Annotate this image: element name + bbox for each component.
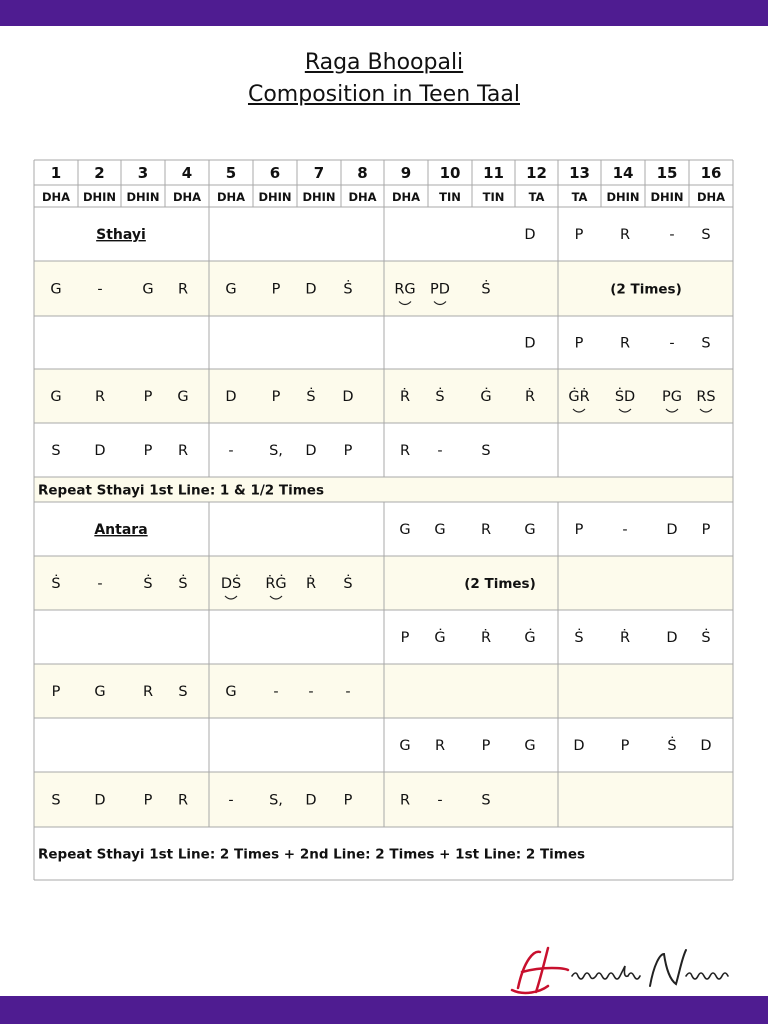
bol-label: TIN bbox=[482, 190, 505, 204]
repeat-instruction: Repeat Sthayi 1st Line: 2 Times + 2nd Line: 2 Times + 1st Line: 2 Times bbox=[38, 846, 586, 863]
swara-note: Ġ bbox=[524, 630, 536, 646]
beat-number: 11 bbox=[483, 164, 504, 182]
bol-label: DHIN bbox=[82, 190, 117, 204]
swara-note: DṠ bbox=[220, 576, 242, 592]
swara-note: R bbox=[480, 522, 492, 538]
swara-note: P bbox=[574, 335, 584, 352]
swara-note: D bbox=[666, 630, 678, 646]
swara-note: S bbox=[51, 792, 61, 809]
page-subtitle: Composition in Teen Taal bbox=[247, 82, 520, 107]
swara-note: Ṡ bbox=[343, 281, 353, 298]
bol-label: DHIN bbox=[650, 190, 684, 204]
repeat-count-note: (2 Times) bbox=[610, 281, 682, 298]
swara-note: ĠṘ bbox=[568, 389, 590, 405]
swara-note: R bbox=[619, 335, 631, 352]
swara-note: Ṡ bbox=[51, 576, 61, 592]
beat-number: 2 bbox=[94, 164, 105, 182]
swara-note: P bbox=[400, 630, 410, 646]
swara-note: S bbox=[51, 443, 61, 459]
swara-note: RG bbox=[394, 281, 416, 298]
bol-label: DHA bbox=[348, 190, 377, 204]
swara-note: D bbox=[305, 792, 317, 809]
swara-note: D bbox=[225, 389, 237, 405]
beat-number: 9 bbox=[400, 164, 412, 182]
swara-note: R bbox=[177, 281, 189, 298]
swara-note: P bbox=[343, 443, 353, 459]
swara-note: - bbox=[622, 522, 628, 538]
bol-label: DHIN bbox=[302, 190, 336, 204]
repeat-instruction: Repeat Sthayi 1st Line: 1 & 1/2 Times bbox=[38, 482, 324, 499]
swara-note: P bbox=[343, 792, 353, 809]
bol-label: TIN bbox=[439, 190, 461, 204]
swara-note: R bbox=[434, 738, 446, 754]
swara-note: Ṡ bbox=[178, 576, 188, 592]
beat-number: 1 bbox=[50, 164, 62, 182]
swara-note: G bbox=[225, 281, 237, 298]
swara-note: D bbox=[524, 335, 536, 352]
beat-number: 13 bbox=[569, 164, 590, 182]
swara-note: Ṡ bbox=[667, 738, 677, 754]
swara-note: D bbox=[305, 443, 317, 459]
beat-number: 10 bbox=[439, 164, 461, 182]
swara-note: ṠD bbox=[614, 389, 636, 405]
swara-note: G bbox=[399, 522, 411, 538]
swara-note: - bbox=[437, 792, 443, 809]
swara-note: G bbox=[142, 281, 154, 298]
section-label: Antara bbox=[94, 522, 148, 538]
beat-number: 16 bbox=[700, 164, 722, 182]
swara-note: - bbox=[273, 684, 279, 700]
swara-note: S bbox=[701, 227, 711, 243]
swara-note: - bbox=[437, 443, 443, 459]
swara-note: D bbox=[573, 738, 585, 754]
swara-note: R bbox=[142, 684, 154, 700]
swara-note: Ṡ bbox=[481, 281, 491, 298]
swara-note: S bbox=[481, 443, 491, 459]
swara-note: Ṙ bbox=[480, 630, 492, 646]
swara-note: - bbox=[228, 792, 234, 809]
swara-note: Ṡ bbox=[701, 630, 711, 646]
swara-note: S, bbox=[269, 443, 283, 459]
swara-note: P bbox=[620, 738, 630, 754]
swara-note: R bbox=[177, 792, 189, 809]
swara-note: Ġ bbox=[434, 630, 446, 646]
beat-number: 7 bbox=[313, 164, 325, 182]
swara-note: S bbox=[481, 792, 491, 809]
swara-note: P bbox=[143, 443, 153, 459]
section-label: Sthayi bbox=[96, 227, 146, 243]
beat-number: 4 bbox=[181, 164, 193, 182]
swara-note: P bbox=[574, 227, 584, 243]
beat-number: 14 bbox=[612, 164, 634, 182]
swara-note: PG bbox=[662, 389, 682, 405]
swara-note: S bbox=[701, 335, 711, 352]
swara-note: PD bbox=[430, 281, 450, 298]
swara-note: Ṙ bbox=[619, 630, 631, 646]
swara-note: D bbox=[524, 227, 536, 243]
swara-note: D bbox=[305, 281, 317, 298]
swara-note: Ṙ bbox=[524, 389, 536, 405]
swara-note: D bbox=[666, 522, 678, 538]
swara-note: G bbox=[50, 389, 62, 405]
swara-note: - bbox=[228, 443, 234, 459]
swara-note: ṘĠ bbox=[265, 576, 287, 592]
bol-label: DHA bbox=[172, 190, 202, 204]
swara-note: - bbox=[669, 335, 675, 352]
swara-note: P bbox=[271, 281, 281, 298]
swara-note: Ṡ bbox=[306, 389, 316, 405]
bol-label: DHIN bbox=[258, 190, 292, 204]
beat-number: 15 bbox=[656, 164, 678, 182]
bottom-accent-bar bbox=[0, 996, 768, 1024]
bol-label: DHIN bbox=[606, 190, 640, 204]
swara-note: P bbox=[271, 389, 281, 405]
bol-label: TA bbox=[571, 190, 588, 204]
swara-note: D bbox=[700, 738, 712, 754]
swara-note: R bbox=[177, 443, 189, 459]
swara-note: Ṡ bbox=[574, 630, 584, 646]
swara-note: P bbox=[51, 684, 61, 700]
signature-image bbox=[504, 940, 744, 1000]
swara-note: D bbox=[342, 389, 354, 405]
swara-note: P bbox=[701, 522, 711, 538]
bol-label: DHA bbox=[216, 190, 246, 204]
swara-note: R bbox=[94, 389, 106, 405]
swara-note: D bbox=[94, 443, 106, 459]
bol-label: DHA bbox=[41, 190, 71, 204]
bol-label: TA bbox=[528, 190, 545, 204]
swara-note: G bbox=[524, 522, 536, 538]
swara-note: Ṡ bbox=[343, 576, 353, 592]
page-title: Raga Bhoopali bbox=[304, 50, 464, 75]
swara-note: G bbox=[434, 522, 446, 538]
swara-note: Ġ bbox=[480, 389, 492, 405]
beat-number: 3 bbox=[137, 164, 149, 182]
swara-note: P bbox=[143, 389, 153, 405]
swara-note: - bbox=[97, 281, 103, 298]
swara-note: P bbox=[143, 792, 153, 809]
beat-number: 12 bbox=[526, 164, 547, 182]
swara-note: R bbox=[399, 443, 411, 459]
swara-note: G bbox=[524, 738, 536, 754]
swara-note: G bbox=[50, 281, 62, 298]
beat-number: 6 bbox=[269, 164, 281, 182]
swara-note: G bbox=[94, 684, 106, 700]
swara-note: G bbox=[399, 738, 411, 754]
swara-note: Ṡ bbox=[435, 389, 445, 405]
beat-number: 8 bbox=[357, 164, 368, 182]
swara-note: R bbox=[619, 227, 631, 243]
swara-note: P bbox=[481, 738, 491, 754]
swara-note: - bbox=[97, 576, 103, 592]
bol-label: DHA bbox=[696, 190, 726, 204]
swara-note: G bbox=[177, 389, 189, 405]
swara-note: Ṙ bbox=[399, 389, 411, 405]
beat-number: 5 bbox=[225, 164, 237, 182]
swara-note: D bbox=[94, 792, 106, 809]
swara-note: - bbox=[345, 684, 351, 700]
swara-note: - bbox=[669, 227, 675, 243]
swara-note: Ṙ bbox=[305, 576, 317, 592]
swara-note: S bbox=[178, 684, 188, 700]
swara-note: - bbox=[308, 684, 314, 700]
repeat-count-note: (2 Times) bbox=[464, 576, 536, 592]
swara-note: Ṡ bbox=[143, 576, 153, 592]
swara-note: R bbox=[399, 792, 411, 809]
swara-note: G bbox=[225, 684, 237, 700]
swara-note: P bbox=[574, 522, 584, 538]
bol-label: DHA bbox=[391, 190, 421, 204]
swara-note: RS bbox=[696, 389, 716, 405]
swara-note: S, bbox=[269, 792, 283, 809]
bol-label: DHIN bbox=[126, 190, 160, 204]
